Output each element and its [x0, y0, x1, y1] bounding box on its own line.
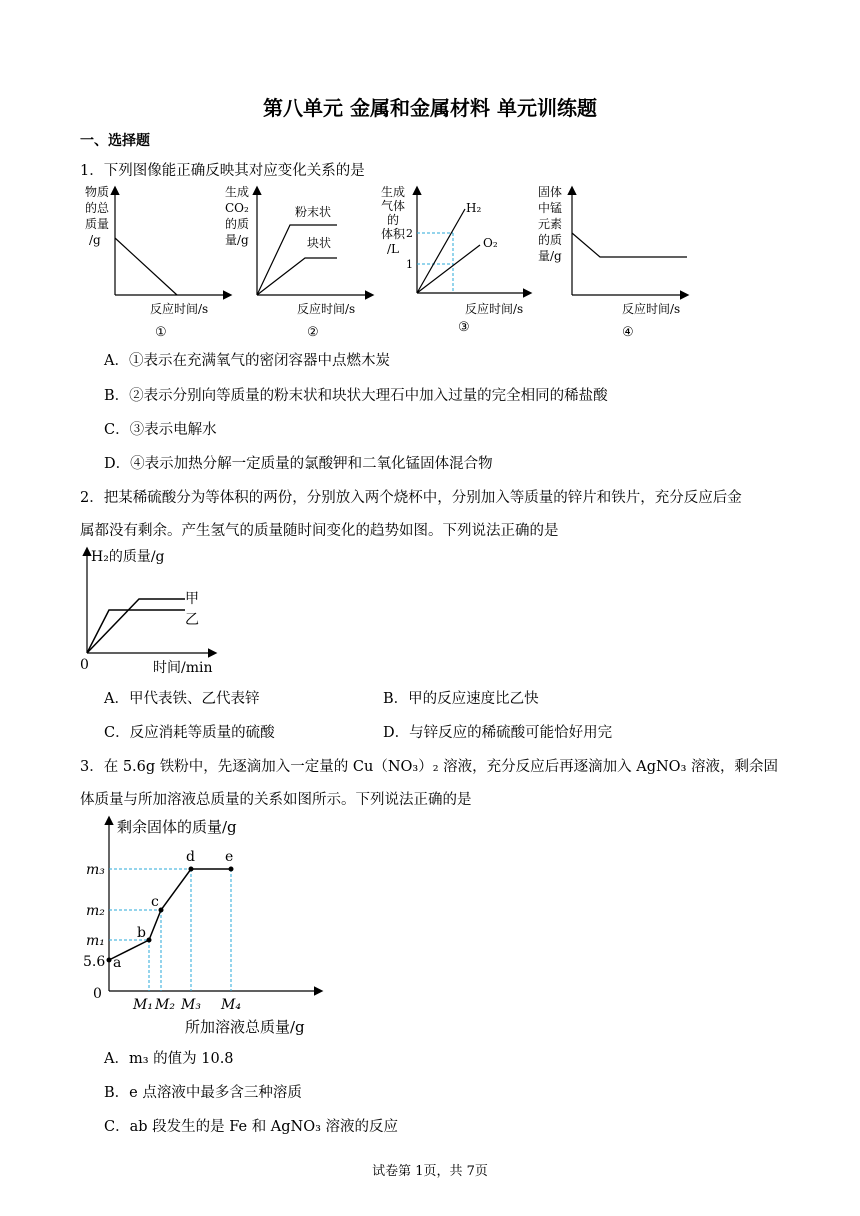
question-1-option-b[interactable]: B．②表示分别向等质量的粉末状和块状大理石中加入过量的完全相同的稀盐酸	[104, 388, 608, 404]
q3-xlabel: 所加溶液总质量/g	[185, 1018, 305, 1036]
graph-1-ylabel-1: 的总	[85, 201, 110, 215]
question-1-graphs	[75, 183, 695, 343]
q3-xtick-M4: M₄	[221, 997, 241, 1013]
q2-xlabel: 时间/min	[153, 660, 213, 676]
graph-3-label-h2: H₂	[466, 201, 482, 215]
q2-label-jia: 甲	[185, 591, 199, 607]
q3-ylabel: 剩余固体的质量/g	[117, 818, 237, 836]
q3-point-b	[147, 938, 152, 943]
q3-xtick-M3: M₃	[181, 997, 201, 1013]
graph-2-ylabel-0: 生成	[225, 185, 250, 199]
question-3-option-b[interactable]: B．e 点溶液中最多含三种溶质	[104, 1085, 302, 1101]
graph-2-number: ②	[307, 325, 319, 340]
graph-1-ylabel-2: 质量	[85, 217, 110, 231]
graph-3-line-o2	[417, 245, 480, 293]
graph-2-ylabel-2: 的质	[225, 217, 250, 231]
graph-3-ylabel-0: 生成	[381, 185, 406, 199]
graph-3-tick-1: 1	[406, 258, 413, 271]
q3-label-d: d	[186, 849, 195, 865]
graph-2-xlabel: 反应时间/s	[297, 302, 356, 316]
question-3-graph	[75, 810, 345, 1040]
graph-2-ylabel-3: 量/g	[225, 233, 249, 247]
graph-4-ylabel-2: 元素	[538, 217, 563, 231]
graph-2-ylabel-1: CO₂	[225, 201, 249, 215]
graph-2-label-block: 块状	[307, 236, 332, 250]
q2-ylabel: H₂的质量/g	[91, 549, 165, 565]
graph-1	[85, 184, 230, 340]
question-1-stem: 1．下列图像能正确反映其对应变化关系的是	[80, 163, 365, 179]
question-2-option-a[interactable]: A．甲代表铁、乙代表锌	[104, 691, 260, 707]
graph-3-ylabel-1: 气体	[381, 199, 406, 213]
q3-label-b: b	[137, 925, 146, 941]
graph-3-ylabel-3: 体积	[381, 227, 406, 241]
question-2-option-b[interactable]: B．甲的反应速度比乙快	[383, 691, 539, 707]
graph-3-ylabel-2: 的	[387, 213, 400, 227]
q3-ytick-m1: m₁	[86, 933, 105, 949]
page-title: 第八单元 金属和金属材料 单元训练题	[263, 96, 597, 120]
graph-4-ylabel-3: 的质	[538, 233, 563, 247]
graph-3-line-h2	[417, 209, 465, 293]
graph-1-number: ①	[155, 325, 167, 340]
q3-origin: 0	[93, 986, 102, 1002]
graph-3-xlabel: 反应时间/s	[465, 302, 524, 316]
graph-3-tick-2: 2	[406, 227, 413, 240]
page-footer: 试卷第 1页，共 7页	[372, 1164, 488, 1179]
graph-3-ylabel-4: /L	[387, 242, 400, 256]
q2-line-yi	[87, 610, 185, 653]
question-3-stem-line-1: 3．在 5.6g 铁粉中，先逐滴加入一定量的 Cu（NO₃）₂ 溶液，充分反应后再逐滴加入 AgNO₃ 溶液，剩余固	[80, 759, 778, 775]
q3-point-a	[107, 958, 112, 963]
question-1-option-d[interactable]: D．④表示加热分解一定质量的氯酸钾和二氧化锰固体混合物	[104, 456, 493, 472]
question-2-stem-line-2: 属都没有剩余。产生氢气的质量随时间变化的趋势如图。下列说法正确的是	[80, 523, 559, 539]
q3-line	[109, 869, 231, 960]
graph-2-line-block	[257, 258, 337, 295]
graph-4	[538, 184, 687, 340]
question-3-option-a[interactable]: A．m₃ 的值为 10.8	[104, 1051, 234, 1067]
graph-4-number: ④	[622, 325, 634, 340]
q3-ytick-5-6: 5.6	[83, 954, 106, 970]
graph-3	[381, 184, 530, 335]
question-2-stem-line-1: 2．把某稀硫酸分为等体积的两份，分别放入两个烧杯中，分别加入等质量的锌片和铁片，充分反应后金	[80, 490, 742, 506]
graph-4-xlabel: 反应时间/s	[622, 302, 681, 316]
graph-1-ylabel-3: /g	[89, 233, 101, 247]
q3-point-e	[229, 867, 234, 872]
q3-guides	[109, 869, 231, 991]
q3-ytick-m3: m₃	[86, 862, 105, 878]
question-1-option-c[interactable]: C．③表示电解水	[104, 422, 217, 438]
graph-4-ylabel-0: 固体	[538, 185, 563, 199]
q2-line-jia	[87, 599, 185, 653]
graph-4-ylabel-1: 中锰	[538, 201, 563, 215]
graph-3-number: ③	[458, 320, 470, 335]
q3-ytick-m2: m₂	[86, 903, 105, 919]
graph-3-label-o2: O₂	[483, 236, 498, 250]
question-3-option-c[interactable]: C．ab 段发生的是 Fe 和 AgNO₃ 溶液的反应	[104, 1119, 399, 1135]
graph-4-line	[572, 233, 687, 257]
q3-point-d	[189, 867, 194, 872]
question-2-option-d[interactable]: D．与锌反应的稀硫酸可能恰好用完	[383, 725, 613, 741]
question-2-graph	[75, 543, 235, 678]
q3-xtick-M1: M₁	[133, 997, 153, 1013]
question-2-option-c[interactable]: C．反应消耗等质量的硫酸	[104, 725, 275, 741]
q2-origin: 0	[80, 657, 89, 673]
section-heading: 一、选择题	[80, 133, 150, 149]
question-3-stem-line-2: 体质量与所加溶液总质量的关系如图所示。下列说法正确的是	[80, 792, 472, 808]
q3-label-c: c	[151, 894, 159, 910]
q2-label-yi: 乙	[185, 612, 199, 628]
graph-1-line	[115, 238, 177, 295]
q3-point-c	[159, 908, 164, 913]
graph-1-ylabel-0: 物质	[85, 185, 110, 199]
graph-4-ylabel-4: 量/g	[538, 249, 562, 263]
question-1-option-a[interactable]: A．①表示在充满氧气的密闭容器中点燃木炭	[104, 353, 390, 369]
q3-xtick-M2: M₂	[155, 997, 175, 1013]
q3-label-a: a	[113, 955, 122, 971]
graph-2	[225, 184, 372, 340]
graph-2-label-powder: 粉末状	[295, 205, 332, 219]
graph-1-xlabel: 反应时间/s	[150, 302, 209, 316]
q3-label-e: e	[225, 849, 234, 865]
